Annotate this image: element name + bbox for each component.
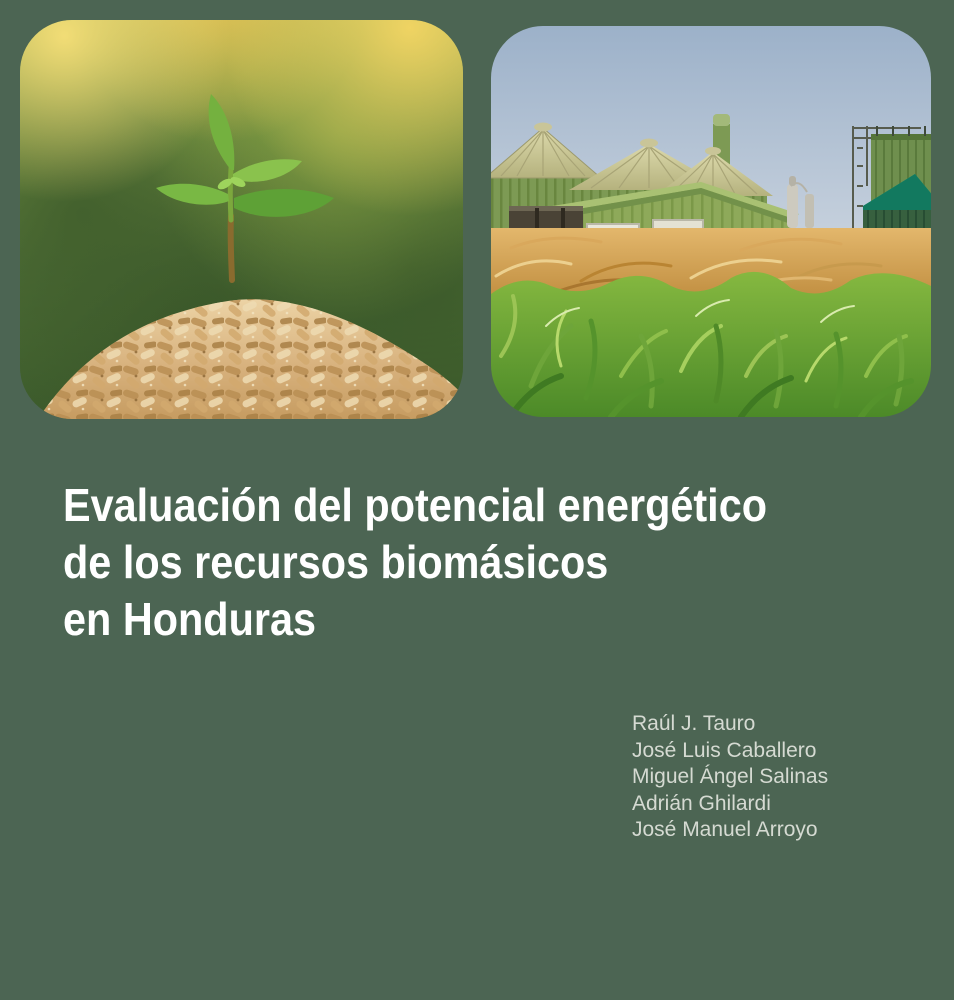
seedling-plant xyxy=(112,78,352,318)
biogas-plant-scene xyxy=(491,26,931,417)
author-name: Raúl J. Tauro xyxy=(632,712,756,735)
author-list xyxy=(632,711,828,844)
title-line-1: Evaluación del potencial energético xyxy=(63,479,768,531)
title-line-2: de los recursos biomásicos xyxy=(63,536,609,588)
author-name: Adrián Ghilardi xyxy=(632,791,771,815)
author-name: Miguel Ángel Salinas xyxy=(632,765,829,788)
biogas-plant-photo xyxy=(491,26,931,417)
author-name: José Manuel Arroyo xyxy=(632,818,818,841)
cover-title xyxy=(63,477,845,648)
seedling-pellets-photo xyxy=(20,20,463,419)
author-name: José Luis Caballero xyxy=(632,738,817,762)
title-line-3: en Honduras xyxy=(63,593,317,645)
corn-field xyxy=(491,272,931,417)
